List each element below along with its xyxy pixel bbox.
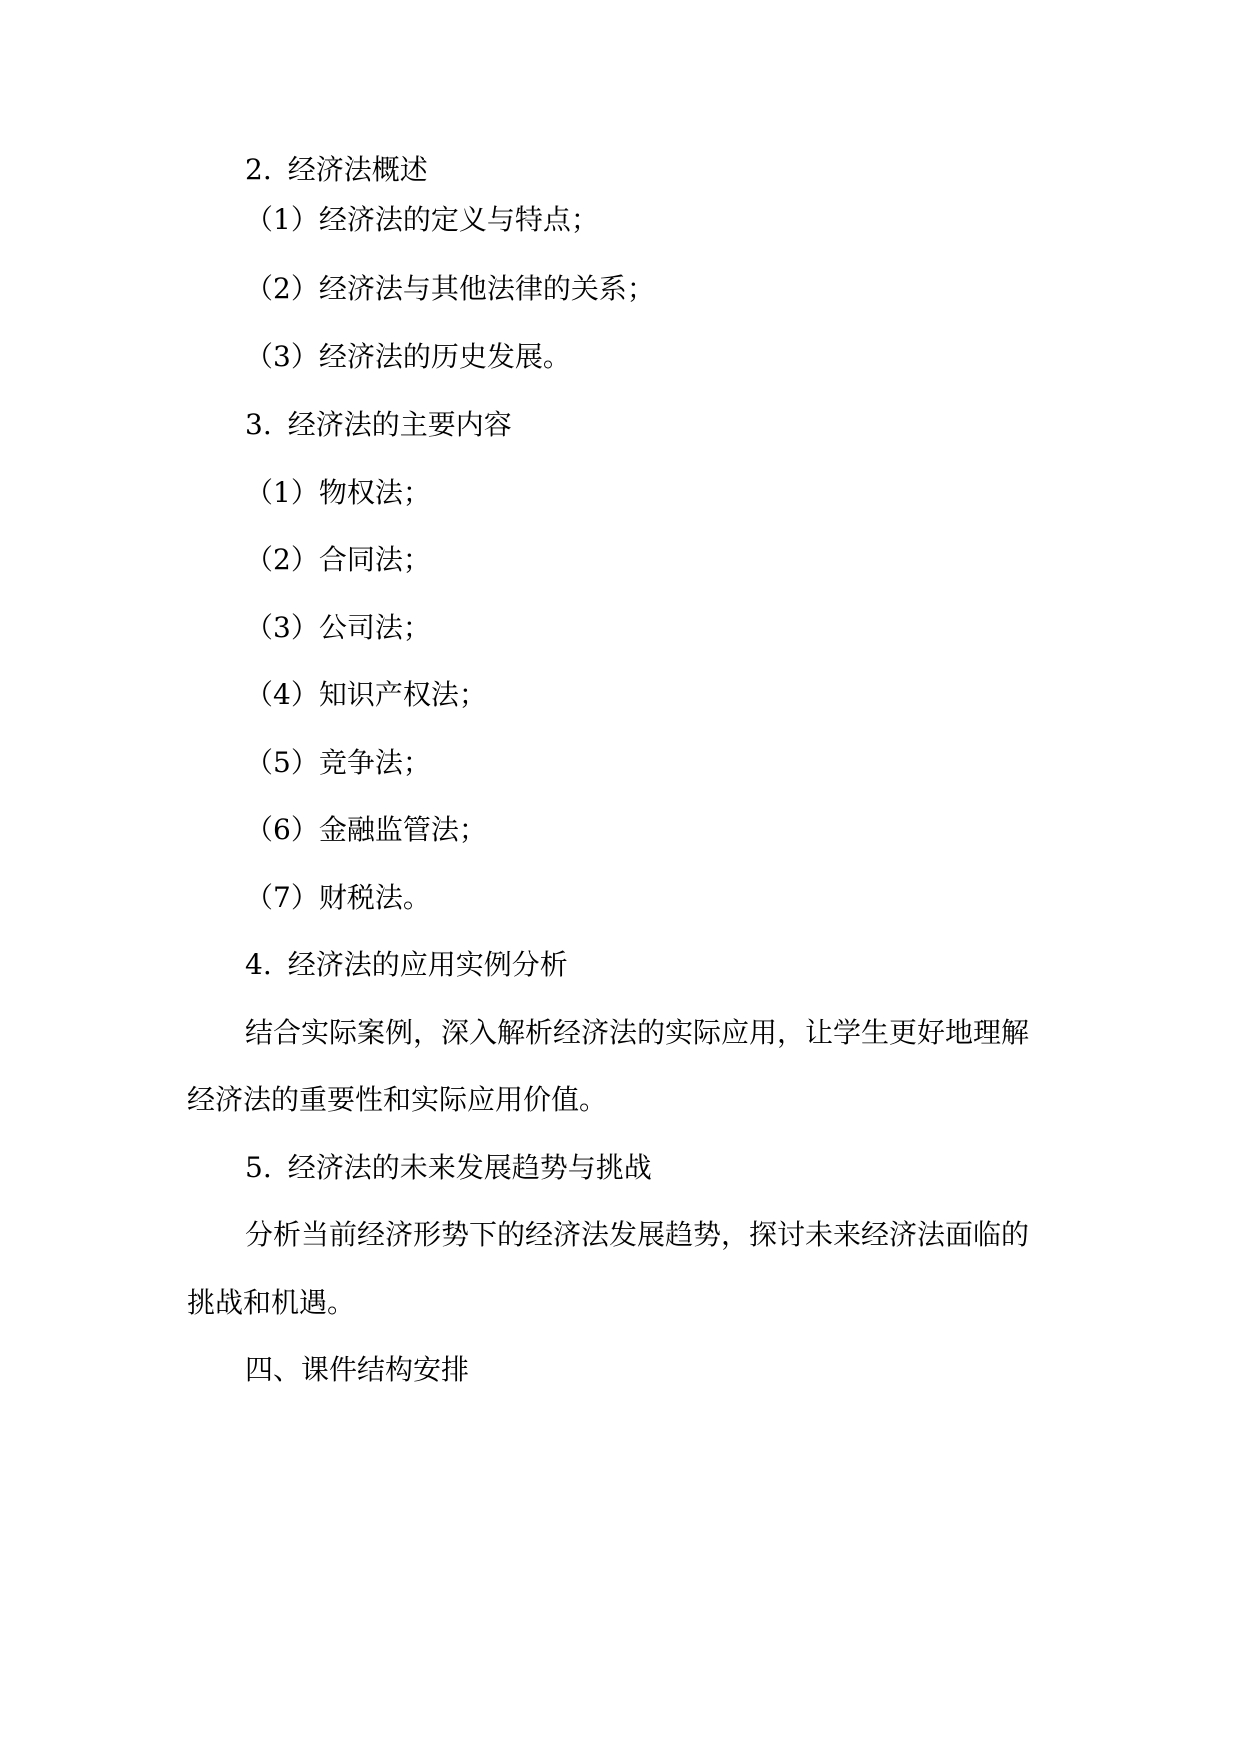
chapter-heading: 四、课件结构安排 bbox=[245, 1353, 470, 1386]
list-item: （4）知识产权法； bbox=[245, 678, 487, 711]
section-number: 5. bbox=[245, 1151, 272, 1184]
paragraph-line: 结合实际案例，深入解析经济法的实际应用，让学生更好地理解 bbox=[245, 1016, 1030, 1049]
list-item: （3）公司法； bbox=[245, 611, 431, 644]
paragraph-line: 挑战和机遇。 bbox=[187, 1286, 356, 1319]
list-item: （2）合同法； bbox=[245, 543, 431, 576]
paragraph-line: 分析当前经济形势下的经济法发展趋势，探讨未来经济法面临的 bbox=[245, 1218, 1030, 1251]
section-heading bbox=[245, 945, 568, 985]
section-title: 经济法的未来发展趋势与挑战 bbox=[287, 1151, 652, 1184]
section-title: 经济法的应用实例分析 bbox=[287, 948, 568, 981]
section-heading bbox=[245, 1148, 652, 1188]
section-heading bbox=[245, 150, 428, 190]
section-number: 3. bbox=[245, 408, 272, 441]
list-item: （3）经济法的历史发展。 bbox=[245, 340, 571, 373]
paragraph-line: 经济法的重要性和实际应用价值。 bbox=[187, 1083, 608, 1116]
section-title: 经济法概述 bbox=[287, 153, 428, 186]
section-heading bbox=[245, 405, 512, 445]
list-item: （7）财税法。 bbox=[245, 881, 431, 914]
section-number: 4. bbox=[245, 948, 272, 981]
section-title: 经济法的主要内容 bbox=[287, 408, 512, 441]
list-item: （2）经济法与其他法律的关系； bbox=[245, 272, 655, 305]
section-number: 2. bbox=[245, 153, 272, 186]
list-item: （5）竞争法； bbox=[245, 746, 431, 779]
list-item: （6）金融监管法； bbox=[245, 813, 487, 846]
list-item: （1）物权法； bbox=[245, 476, 431, 509]
list-item: （1）经济法的定义与特点； bbox=[245, 203, 599, 236]
